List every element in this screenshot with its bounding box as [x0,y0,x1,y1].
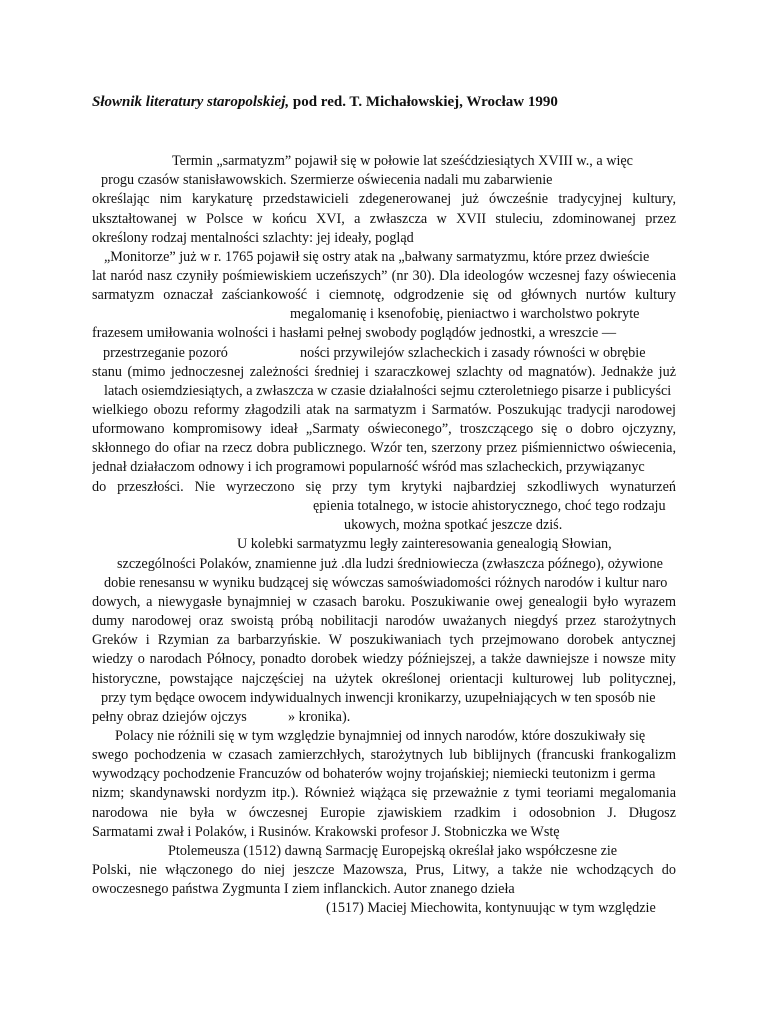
text-line: przestrzeganie pozoró [103,345,228,361]
text-line: dowych, a niewygasłe bynajmniej w czasach baroku. Poszukiwanie owej genealogii było wyrazem [92,594,676,610]
text-line: wywodzący pochodzenie Francuzów od bohaterów wojny trojańskiej; niemiecki teutonizm i germa [92,766,656,782]
text-line: jednał działaczom odnowy i ich programowi popularność wśród mas szlacheckich, przywiązanyc [92,459,645,475]
text-line: stanu (mimo jednoczesnej zależności średniej i szaraczkowej szlachty od magnatów). Jednakże już [92,364,676,380]
text-line: U kolebki sarmatyzmu legły zainteresowania genealogią Słowian, [237,536,612,552]
text-line: Termin „sarmatyzm” pojawił się w połowie lat sześćdziesiątych XVIII w., a więc [172,153,633,169]
text-line: ukształtowanej w Polsce w końcu XVI, a zwłaszcza w XVII stuleciu, zdominowanej przez [92,211,676,227]
text-line: megalomanię i ksenofobię, pieniactwo i warcholstwo pokryte [290,306,640,322]
bibliographic-header [92,94,558,111]
text-line: wielkiego obozu reformy złagodzili atak na sarmatyzm i Sarmatów. Poszukując tradycji narodowej [92,402,676,418]
text-line: Greków i Rzymian za barbarzyńskie. W poszukiwaniach tych przejmowano dorobek antycznej [92,632,676,648]
text-line: dobie renesansu w wyniku budzącej się wówczas samoświadomości różnych narodów i kultur naro [104,575,668,591]
text-line: lat naród nasz czyniły pośmiewiskiem uczeńszych” (nr 30). Dla ideologów wczesnej fazy oświecenia [92,268,676,284]
editor-and-place: pod red. T. Michałowskiej, Wrocław 1990 [289,94,558,110]
text-line: » kronika). [288,709,351,725]
text-line: przy tym będące owocem indywidualnych inwencji kronikarzy, uzupełniających w ten sposób nie [101,690,656,706]
text-line: Ptolemeusza (1512) dawną Sarmację Europejską określał jako współczesne zie [168,843,618,859]
text-line: wiedzy o narodach Północy, ponadto dorobek wiedzy późniejszej, a także dawniejsze i nowsze mity [92,651,676,667]
text-line: ności przywilejów szlacheckich i zasady równości w obrębie [300,345,646,361]
text-line: frazesem umiłowania wolności i hasłami pełnej swobody poglądów jednostki, a wreszcie — [92,325,617,341]
text-line: określony rodzaj mentalności szlachty: jej ideały, pogląd [92,230,414,246]
text-line: sarmatyzm oznaczał zaściankowość i ciemnotę, odgrodzenie się od głównych nurtów kultury [92,287,676,303]
text-line: uformowano kompromisowy ideał „Sarmaty oświeconego”, troszczącego się o dobro ojczyzny, [92,421,676,437]
text-line: nizm; skandynawski nordyzm itp.). Również wiążąca się przeważnie z tymi teoriami megalomania [92,785,676,801]
text-line: dumy narodowej oraz swoistą próbą nobilitacji narodów uważanych niegdyś przez starożytnych [92,613,676,629]
text-line: do przeszłości. Nie wyrzeczono się przy tym krytyki najbardziej szkodliwych wynaturzeń [92,479,676,495]
text-line: określając nim karykaturę przedstawicieli zdegenerowanej już ówcześnie tradycyjnej kultury, [92,191,676,207]
text-line: „Monitorze” już w r. 1765 pojawił się ostry atak na „bałwany sarmatyzmu, które przez dwieście [104,249,650,265]
text-line: Sarmatami zwał i Polaków, i Rusinów. Krakowski profesor J. Stobniczka we Wstę [92,824,560,840]
text-line: ukowych, można spotkać jeszcze dziś. [344,517,563,533]
text-line: latach osiemdziesiątych, a zwłaszcza w czasie działalności sejmu czteroletniego pisarze i publicyści [104,383,672,399]
text-line: Polski, nie włączonego do niej jeszcze Mazowsza, Prus, Litwy, a także nie wchodzących do [92,862,676,878]
text-line: (1517) Maciej Miechowita, kontynuując w tym względzie [326,900,656,916]
text-line: swego pochodzenia w czasach zamierzchłych, starożytnych lub biblijnych (francuski frankogalizm [92,747,676,763]
text-line: owoczesnego państwa Zygmunta I ziem inflanckich. Autor znanego dzieła [92,881,515,897]
text-line: skłonnego do ofiar na rzecz dobra publicznego. Wzór ten, szerzony przez piśmiennictwo oświecenia, [92,440,676,456]
book-title: Słownik literatury staropolskiej, [92,94,290,110]
text-line: progu czasów stanisławowskich. Szermierze oświecenia nadali mu zabarwienie [101,172,553,188]
text-line: pełny obraz dziejów ojczys [92,709,247,725]
text-line: ępienia totalnego, w istocie ahistorycznego, choć tego rodzaju [313,498,666,514]
text-line: historyczne, powstające najczęściej na użytek określonej orientacji kulturowej lub politycznej, [92,671,676,687]
text-line: Polacy nie różnili się w tym względzie bynajmniej od innych narodów, które doszukiwały się [115,728,646,744]
text-line: narodowa nie była w ówczesnej Europie zjawiskiem rzadkim i odosobnion J. Długosz [92,805,676,821]
text-line: szczególności Polaków, znamienne już .dla ludzi średniowiecza (zwłaszcza późnego), ożywione [117,556,663,572]
